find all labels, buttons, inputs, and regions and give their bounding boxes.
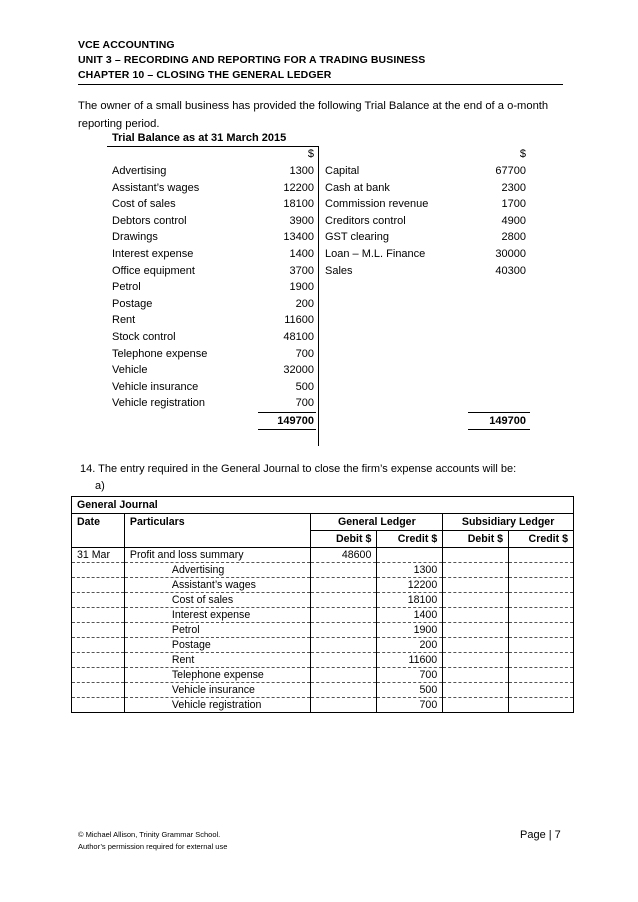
journal-row	[72, 698, 574, 713]
tb-total-credit: 149700	[489, 415, 526, 427]
header-rule	[78, 84, 563, 85]
journal-row	[72, 593, 574, 608]
col-sl-debit: Debit $	[443, 531, 509, 548]
journal-sl-credit	[509, 683, 574, 698]
journal-gl-debit	[311, 698, 377, 713]
tb-debit-account: Postage	[112, 298, 153, 310]
journal-date	[72, 683, 125, 698]
journal-row	[72, 563, 574, 578]
tb-credit-account: Loan – M.L. Finance	[325, 248, 426, 260]
tb-total-underline-right	[468, 429, 530, 430]
journal-gl-credit: 1900	[377, 623, 443, 638]
journal-row	[72, 668, 574, 683]
journal-sl-credit	[509, 593, 574, 608]
tb-debit-account: Drawings	[112, 231, 158, 243]
page-number: Page | 7	[520, 829, 561, 841]
col-date: Date	[72, 514, 125, 548]
tb-debit-amount: 32000	[283, 364, 314, 376]
journal-sl-debit	[443, 623, 509, 638]
journal-date	[72, 638, 125, 653]
journal-gl-debit	[311, 668, 377, 683]
tb-debit-account: Assistant’s wages	[112, 182, 200, 194]
journal-date	[72, 563, 125, 578]
journal-sl-debit	[443, 698, 509, 713]
tb-debit-account: Debtors control	[112, 215, 187, 227]
journal-gl-credit: 1300	[377, 563, 443, 578]
trial-balance-title: Trial Balance as at 31 March 2015	[112, 132, 287, 144]
journal-sl-debit	[443, 563, 509, 578]
journal-row	[72, 683, 574, 698]
tb-credit-account: Commission revenue	[325, 198, 429, 210]
header-chapter: CHAPTER 10 – CLOSING THE GENERAL LEDGER	[78, 69, 332, 81]
tb-debit-amount: 1900	[289, 281, 314, 293]
journal-sl-debit	[443, 653, 509, 668]
question-option: a)	[95, 480, 105, 492]
tb-debit-account: Office equipment	[112, 265, 195, 277]
journal-row	[72, 548, 574, 563]
journal-sl-credit	[509, 563, 574, 578]
journal-row	[72, 623, 574, 638]
tb-debit-amount: 500	[295, 381, 314, 393]
tb-debit-amount: 700	[295, 348, 314, 360]
journal-gl-debit	[311, 593, 377, 608]
col-general-ledger: General Ledger	[311, 514, 443, 531]
journal-gl-credit: 1400	[377, 608, 443, 623]
journal-date	[72, 653, 125, 668]
col-subsidiary-ledger: Subsidiary Ledger	[443, 514, 574, 531]
general-journal-table	[71, 496, 574, 713]
tb-currency-right: $	[519, 148, 526, 160]
journal-title: General Journal	[72, 497, 574, 514]
tb-credit-account: Sales	[325, 265, 353, 277]
tb-debit-amount: 3700	[289, 265, 314, 277]
journal-particulars: Profit and loss summary	[124, 548, 311, 563]
journal-gl-debit	[311, 563, 377, 578]
journal-row	[72, 653, 574, 668]
journal-particulars: Cost of sales	[124, 593, 311, 608]
tb-credit-account: Creditors control	[325, 215, 406, 227]
tb-credit-amount: 40300	[495, 265, 526, 277]
journal-gl-credit: 11600	[377, 653, 443, 668]
journal-date	[72, 698, 125, 713]
tb-debit-amount: 1300	[289, 165, 314, 177]
tb-debit-amount: 13400	[283, 231, 314, 243]
journal-particulars: Rent	[124, 653, 311, 668]
journal-sl-debit	[443, 608, 509, 623]
journal-particulars: Interest expense	[124, 608, 311, 623]
tb-credit-amount: 1700	[501, 198, 526, 210]
journal-sl-credit	[509, 668, 574, 683]
tb-debit-account: Vehicle registration	[112, 397, 205, 409]
tb-center-rule	[318, 146, 319, 446]
tb-total-debit: 149700	[277, 415, 314, 427]
journal-gl-debit	[311, 578, 377, 593]
journal-row	[72, 608, 574, 623]
journal-sl-credit	[509, 548, 574, 563]
journal-sl-debit	[443, 683, 509, 698]
tb-debit-account: Telephone expense	[112, 348, 208, 360]
journal-particulars: Telephone expense	[124, 668, 311, 683]
journal-sl-credit	[509, 608, 574, 623]
journal-gl-credit: 200	[377, 638, 443, 653]
journal-gl-credit	[377, 548, 443, 563]
tb-debit-account: Petrol	[112, 281, 141, 293]
tb-debit-account: Vehicle	[112, 364, 148, 376]
journal-gl-credit: 700	[377, 668, 443, 683]
journal-particulars: Vehicle insurance	[124, 683, 311, 698]
journal-gl-debit: 48600	[311, 548, 377, 563]
journal-date	[72, 578, 125, 593]
journal-date	[72, 668, 125, 683]
tb-debit-amount: 700	[295, 397, 314, 409]
tb-total-underline-left	[258, 429, 316, 430]
journal-gl-debit	[311, 623, 377, 638]
journal-particulars: Petrol	[124, 623, 311, 638]
tb-debit-account: Stock control	[112, 331, 176, 343]
journal-particulars: Vehicle registration	[124, 698, 311, 713]
question-text: 14. The entry required in the General Journal to close the firm’s expense accounts will be:	[80, 463, 517, 475]
journal-sl-credit	[509, 698, 574, 713]
tb-credit-account: Cash at bank	[325, 182, 390, 194]
tb-debit-account: Rent	[112, 314, 136, 326]
tb-credit-amount: 30000	[495, 248, 526, 260]
journal-gl-debit	[311, 653, 377, 668]
journal-gl-debit	[311, 683, 377, 698]
journal-gl-debit	[311, 638, 377, 653]
tb-debit-account: Advertising	[112, 165, 167, 177]
journal-particulars: Postage	[124, 638, 311, 653]
tb-credit-amount: 2800	[501, 231, 526, 243]
tb-credit-amount: 67700	[495, 165, 526, 177]
journal-gl-debit	[311, 608, 377, 623]
tb-credit-amount: 4900	[501, 215, 526, 227]
tb-debit-amount: 12200	[283, 182, 314, 194]
journal-row	[72, 638, 574, 653]
journal-row	[72, 578, 574, 593]
tb-debit-amount: 18100	[283, 198, 314, 210]
tb-debit-amount: 48100	[283, 331, 314, 343]
header-unit: UNIT 3 – RECORDING AND REPORTING FOR A TRADING BUSINESS	[78, 54, 426, 66]
tb-credit-account: Capital	[325, 165, 360, 177]
journal-sl-credit	[509, 653, 574, 668]
tb-debit-account: Vehicle insurance	[112, 381, 199, 393]
header-subject: VCE ACCOUNTING	[78, 39, 175, 51]
journal-date	[72, 623, 125, 638]
journal-date	[72, 593, 125, 608]
journal-gl-credit: 18100	[377, 593, 443, 608]
journal-date: 31 Mar	[72, 548, 125, 563]
journal-particulars: Advertising	[124, 563, 311, 578]
tb-credit-amount: 2300	[501, 182, 526, 194]
col-gl-credit: Credit $	[377, 531, 443, 548]
journal-gl-credit: 700	[377, 698, 443, 713]
journal-sl-debit	[443, 578, 509, 593]
col-sl-credit: Credit $	[509, 531, 574, 548]
tb-debit-account: Cost of sales	[112, 198, 176, 210]
tb-debit-account: Interest expense	[112, 248, 194, 260]
tb-debit-amount: 200	[295, 298, 314, 310]
journal-sl-debit	[443, 548, 509, 563]
col-gl-debit: Debit $	[311, 531, 377, 548]
journal-sl-credit	[509, 578, 574, 593]
col-particulars: Particulars	[124, 514, 311, 548]
journal-gl-credit: 12200	[377, 578, 443, 593]
journal-gl-credit: 500	[377, 683, 443, 698]
journal-sl-debit	[443, 668, 509, 683]
journal-particulars: Assistant’s wages	[124, 578, 311, 593]
footer-copyright: © Michael Allison, Trinity Grammar School.	[78, 830, 221, 839]
footer-permission: Author’s permission required for external use	[78, 842, 228, 851]
journal-sl-debit	[443, 638, 509, 653]
tb-debit-amount: 3900	[289, 215, 314, 227]
tb-debit-amount: 11600	[284, 314, 314, 326]
journal-date	[72, 608, 125, 623]
journal-sl-debit	[443, 593, 509, 608]
intro-paragraph: The owner of a small business has provided the following Trial Balance at the end of a o-month reporting period.	[78, 100, 549, 130]
tb-currency-left: $	[307, 148, 314, 160]
journal-sl-credit	[509, 623, 574, 638]
tb-debit-amount: 1400	[289, 248, 314, 260]
tb-credit-account: GST clearing	[325, 231, 389, 243]
journal-sl-credit	[509, 638, 574, 653]
